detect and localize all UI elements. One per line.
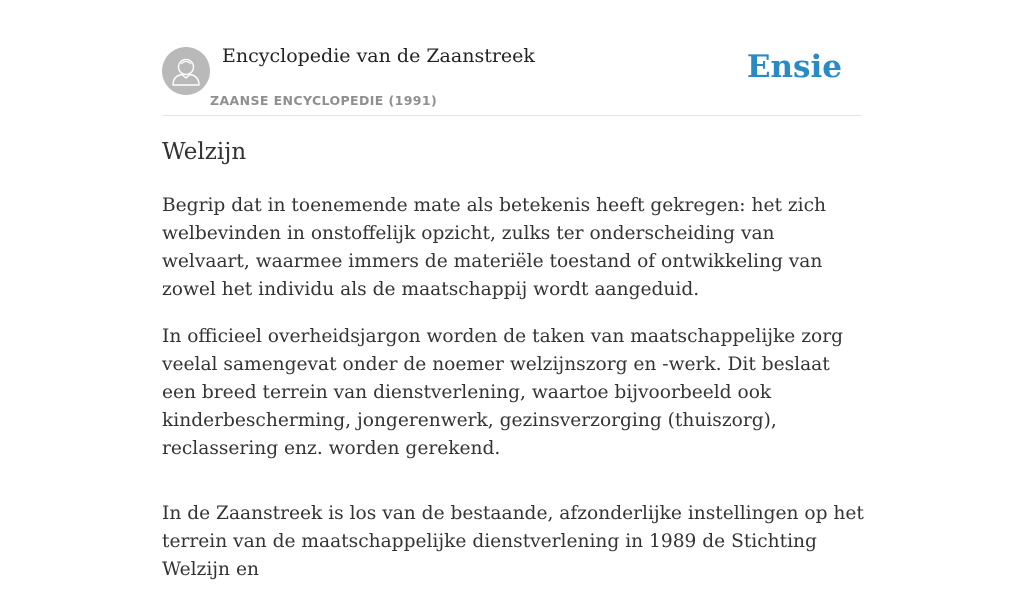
avatar[interactable]: [162, 47, 210, 95]
source-header: [162, 0, 862, 116]
article-paragraph: In de Zaanstreek is los van de bestaande, afzonderlijke instellingen op het terrein van de maatschappelijke dienstverlening in 1989 de Stichting Welzijn en: [162, 503, 864, 580]
article-paragraph: In officieel overheidsjargon worden de taken van maatschappelijke zorg veelal samengevat onder de noemer welzijnszorg en -werk. Dit beslaat een breed terrein van dienstverlening, waartoe bijvoorbeeld ook kinderbescherming, jongerenwerk, gezinsverzorging (thuiszorg), reclassering enz. worden gerekend.: [162, 326, 844, 459]
source-title-link[interactable]: Encyclopedie van de Zaanstreek: [222, 45, 535, 67]
article-title: Welzijn: [162, 139, 247, 165]
ensie-logo[interactable]: Ensie: [746, 49, 842, 85]
source-subtitle: ZAANSE ENCYCLOPEDIE (1991): [210, 93, 438, 108]
article-body: [162, 192, 867, 603]
article-paragraph: Begrip dat in toenemende mate als betekenis heeft gekregen: het zich welbevinden in onstoffelijk opzicht, zulks ter onderscheiding van welvaart, waarmee immers de materiële toestand of ontwikkeling van zowel het individu als de maatschappij wordt aangeduid.: [162, 195, 826, 300]
page-container: [162, 0, 864, 580]
user-icon: [162, 47, 210, 95]
